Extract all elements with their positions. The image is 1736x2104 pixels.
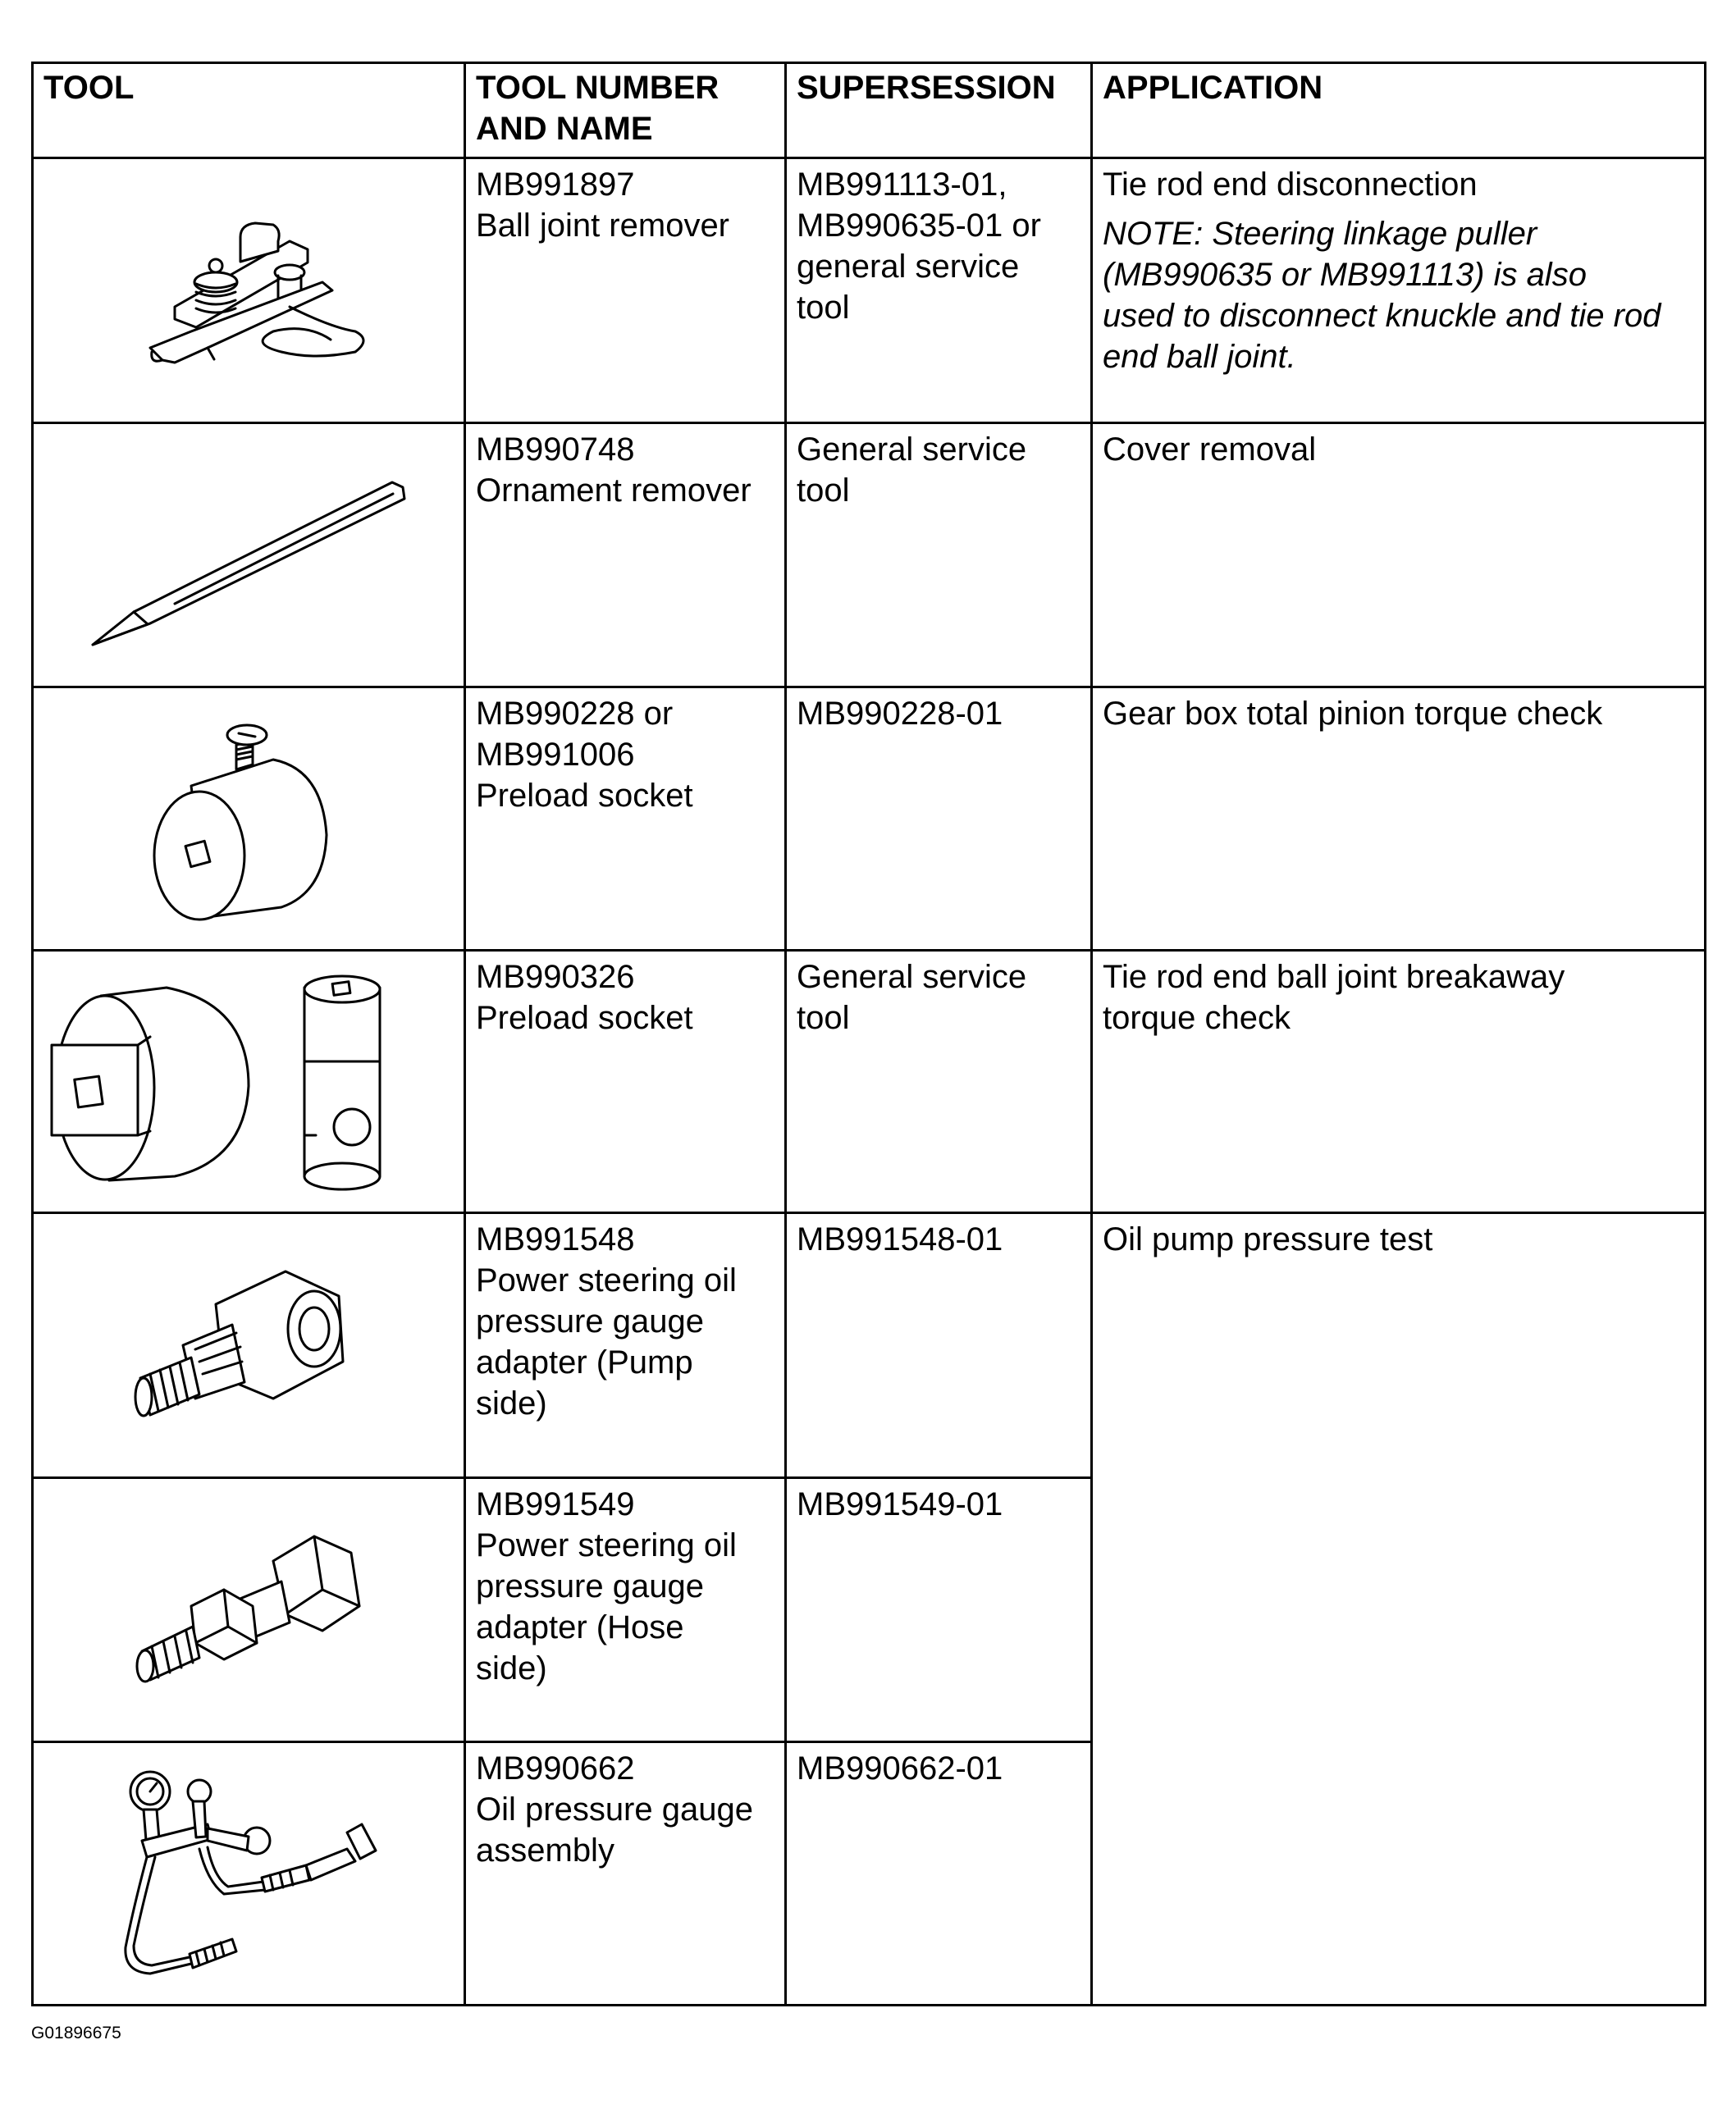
application-text: Cover removal	[1103, 431, 1317, 468]
application-text: Oil pump pressure test	[1103, 1221, 1433, 1258]
supersession-cell	[786, 422, 1092, 687]
header-row	[33, 63, 1706, 158]
application-cell	[1092, 1213, 1706, 2006]
header-supersession: SUPERSESSION	[786, 63, 1092, 158]
tool-name: Preload socket	[476, 999, 693, 1036]
application-cell	[1092, 950, 1706, 1213]
note-line: NOTE: Steering linkage puller	[1103, 216, 1537, 253]
tool-image-cell	[33, 950, 465, 1213]
supersession-line: tool	[797, 999, 850, 1036]
supersession-line: general service	[797, 249, 1020, 285]
tool-name: assembly	[476, 1832, 614, 1869]
table-row	[33, 422, 1706, 687]
tool-name: pressure gauge	[476, 1568, 704, 1604]
ball-joint-remover-icon	[117, 184, 380, 397]
tool-name: side)	[476, 1650, 547, 1686]
tool-number-cell	[465, 1213, 786, 1478]
tool-number: MB991549	[476, 1486, 635, 1522]
tool-name: Preload socket	[476, 778, 693, 815]
table-row	[33, 950, 1706, 1213]
ornament-remover-icon	[76, 448, 421, 661]
supersession-line: tool	[797, 472, 850, 509]
supersession-line: MB990228-01	[797, 696, 1003, 733]
tool-number-cell	[465, 422, 786, 687]
supersession-line: MB991548-01	[797, 1221, 1003, 1258]
tool-image-cell	[33, 687, 465, 951]
supersession-line: General service	[797, 958, 1027, 995]
application-text: torque check	[1103, 999, 1291, 1036]
pump-side-adapter-icon	[117, 1247, 380, 1444]
application-cell	[1092, 158, 1706, 423]
note-line: end ball joint.	[1103, 339, 1296, 376]
tool-number: MB991006	[476, 737, 635, 774]
tool-image-cell	[33, 1477, 465, 1742]
tool-number-cell	[465, 1742, 786, 2006]
application-cell	[1092, 422, 1706, 687]
tool-number-cell	[465, 687, 786, 951]
special-tools-table	[31, 62, 1706, 2006]
tool-name: adapter (Hose	[476, 1609, 684, 1645]
application-text: Gear box total pinion torque check	[1103, 696, 1603, 733]
tool-name: side)	[476, 1385, 547, 1422]
tool-name: Ornament remover	[476, 472, 752, 509]
supersession-cell	[786, 687, 1092, 951]
tool-number-cell	[465, 950, 786, 1213]
tool-name: pressure gauge	[476, 1303, 704, 1340]
tool-number-cell	[465, 1477, 786, 1742]
table-row	[33, 158, 1706, 423]
tool-number: MB991548	[476, 1221, 635, 1258]
hose-side-adapter-icon	[117, 1512, 380, 1709]
supersession-cell	[786, 950, 1092, 1213]
supersession-line: tool	[797, 290, 850, 326]
pressure-gauge-assembly-icon	[101, 1759, 396, 1988]
supersession-line: MB990635-01 or	[797, 208, 1041, 244]
tool-number: MB990662	[476, 1750, 635, 1787]
supersession-cell	[786, 158, 1092, 423]
supersession-cell	[786, 1477, 1092, 1742]
table-row	[33, 1213, 1706, 1478]
tool-name: Power steering oil	[476, 1527, 737, 1563]
note-line: (MB990635 or MB991113) is also	[1103, 257, 1587, 294]
header-tool-number-line: AND NAME	[476, 111, 653, 147]
header-tool-number	[465, 63, 786, 158]
tool-image-cell	[33, 1213, 465, 1478]
header-tool: TOOL	[33, 63, 465, 158]
application-note	[1103, 213, 1694, 377]
figure-code: G01896675	[31, 2024, 121, 2042]
tool-number: MB991897	[476, 167, 635, 203]
preload-socket-icon	[134, 712, 363, 925]
application-text: Tie rod end ball joint breakaway	[1103, 958, 1565, 995]
header-tool-number-line: TOOL NUMBER	[476, 70, 720, 106]
supersession-line: MB991113-01,	[797, 167, 1007, 203]
supersession-line: General service	[797, 431, 1027, 468]
tool-number-cell	[465, 158, 786, 423]
supersession-cell	[786, 1213, 1092, 1478]
supersession-line: MB990662-01	[797, 1750, 1003, 1787]
preload-socket-pair-icon	[43, 971, 454, 1193]
tool-name: adapter (Pump	[476, 1344, 693, 1381]
application-text: Tie rod end disconnection	[1103, 167, 1478, 203]
tool-image-cell	[33, 422, 465, 687]
tool-image-cell	[33, 158, 465, 423]
tool-number: MB990748	[476, 431, 635, 468]
header-application: APPLICATION	[1092, 63, 1706, 158]
tool-image-cell	[33, 1742, 465, 2006]
supersession-line: MB991549-01	[797, 1486, 1003, 1522]
table-row	[33, 687, 1706, 951]
supersession-cell	[786, 1742, 1092, 2006]
tool-number: MB990228 or	[476, 696, 674, 733]
tool-name: Power steering oil	[476, 1262, 737, 1299]
tool-number: MB990326	[476, 958, 635, 995]
note-line: used to disconnect knuckle and tie rod	[1103, 298, 1661, 335]
tool-name: Oil pressure gauge	[476, 1791, 753, 1828]
tool-name: Ball joint remover	[476, 208, 730, 244]
application-cell	[1092, 687, 1706, 951]
